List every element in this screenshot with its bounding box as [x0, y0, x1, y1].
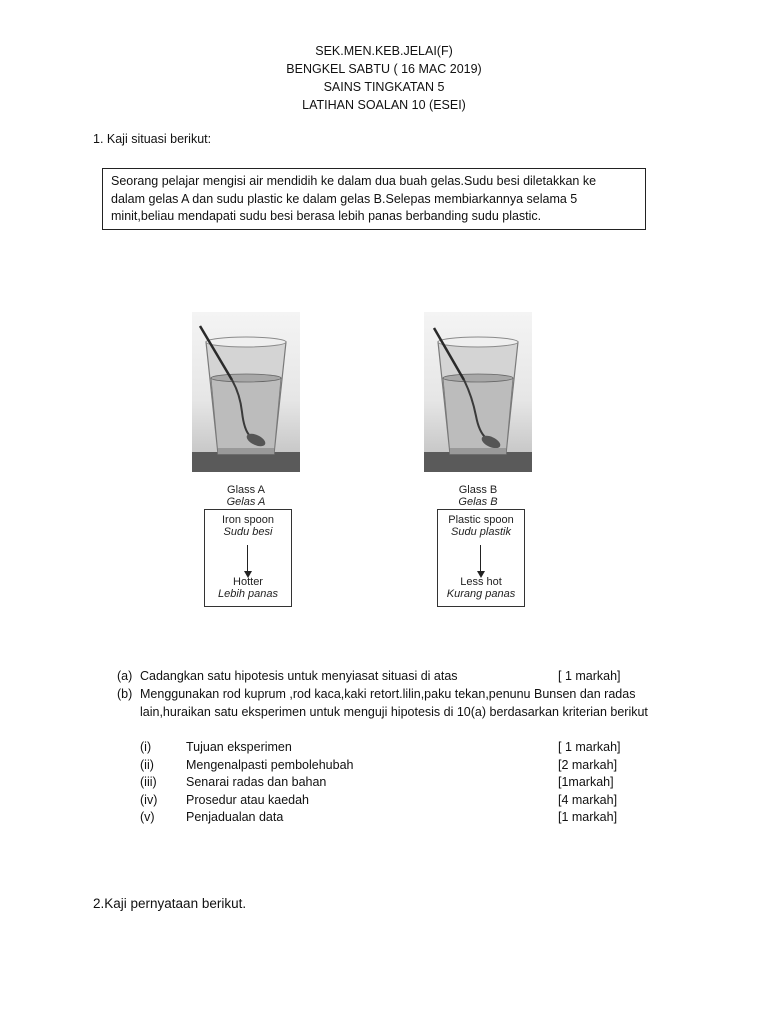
header-exercise: LATIHAN SOALAN 10 (ESEI): [302, 98, 466, 112]
glass-b-photo: [424, 312, 532, 472]
glass-a-label-ms: Gelas A: [226, 496, 266, 508]
situation-box: [102, 168, 646, 230]
glass-b-result-ms: Kurang panas: [446, 588, 516, 600]
criteria-text: Mengenalpasti pembolehubah: [186, 758, 354, 772]
glass-a-spoon-en: Iron spoon: [222, 514, 274, 526]
glass-a-label-en: Glass A: [227, 484, 265, 496]
criteria-text: Senarai radas dan bahan: [186, 775, 327, 789]
glass-a-flow-box: [204, 509, 292, 607]
criteria-marks: [4 markah]: [558, 793, 618, 807]
glass-a-result-ms: Lebih panas: [218, 588, 278, 600]
criteria-number: (iv): [140, 793, 158, 807]
glass-b-label-ms: Gelas B: [458, 496, 498, 508]
criteria-number: (iii): [140, 775, 157, 789]
glass-a-photo: [192, 312, 300, 472]
question-2-heading: 2.Kaji pernyataan berikut.: [93, 896, 247, 911]
criteria-text: Prosedur atau kaedah: [186, 793, 310, 807]
glass-a-label: [186, 484, 306, 508]
glass-b-spoon-en: Plastic spoon: [448, 514, 514, 526]
criteria-marks: [2 markah]: [558, 758, 618, 772]
situation-line: dalam gelas A dan sudu plastic ke dalam gelas B.Selepas membiarkannya selama 5: [111, 191, 578, 206]
glass-b-result-en: Less hot: [460, 576, 502, 588]
glass-b-label-en: Glass B: [458, 484, 498, 496]
header-workshop: BENGKEL SABTU ( 16 MAC 2019): [286, 62, 482, 76]
glass-b-label: [418, 484, 538, 508]
question-1-heading: 1. Kaji situasi berikut:: [93, 132, 212, 146]
part-b-number: (b): [117, 687, 133, 701]
part-a-text: Cadangkan satu hipotesis untuk menyiasat situasi di atas: [140, 669, 458, 683]
criteria-number: (i): [140, 740, 152, 754]
header-school: SEK.MEN.KEB.JELAI(F): [315, 44, 453, 58]
part-a-number: (a): [117, 669, 133, 683]
criteria-marks: [1 markah]: [558, 810, 618, 824]
criteria-number: (v): [140, 810, 155, 824]
header-subject: SAINS TINGKATAN 5: [323, 80, 445, 94]
criteria-text: Penjadualan data: [186, 810, 284, 824]
glass-b-spoon-ms: Sudu plastik: [451, 526, 511, 538]
glass-a-result-en: Hotter: [233, 576, 263, 588]
situation-line: minit,beliau mendapati sudu besi berasa lebih panas berbanding sudu plastic.: [111, 209, 542, 223]
criteria-marks: [1markah]: [558, 775, 614, 789]
situation-line: Seorang pelajar mengisi air mendidih ke dalam dua buah gelas.Sudu besi diletakkan ke: [111, 174, 597, 188]
part-a-marks: [ 1 markah]: [558, 669, 621, 683]
down-arrow-icon: [480, 545, 481, 573]
glass-a-spoon-ms: Sudu besi: [223, 526, 273, 538]
down-arrow-icon: [247, 545, 248, 573]
part-b-line-2: lain,huraikan satu eksperimen untuk menguji hipotesis di 10(a) berdasarkan kriterian berikut: [140, 705, 648, 719]
criteria-number: (ii): [140, 758, 154, 772]
criteria-marks: [ 1 markah]: [558, 740, 621, 754]
glass-b-flow-box: [437, 509, 525, 607]
part-b-line-1: Menggunakan rod kuprum ,rod kaca,kaki retort.lilin,paku tekan,penunu Bunsen dan radas: [140, 687, 636, 701]
criteria-text: Tujuan eksperimen: [186, 740, 292, 754]
